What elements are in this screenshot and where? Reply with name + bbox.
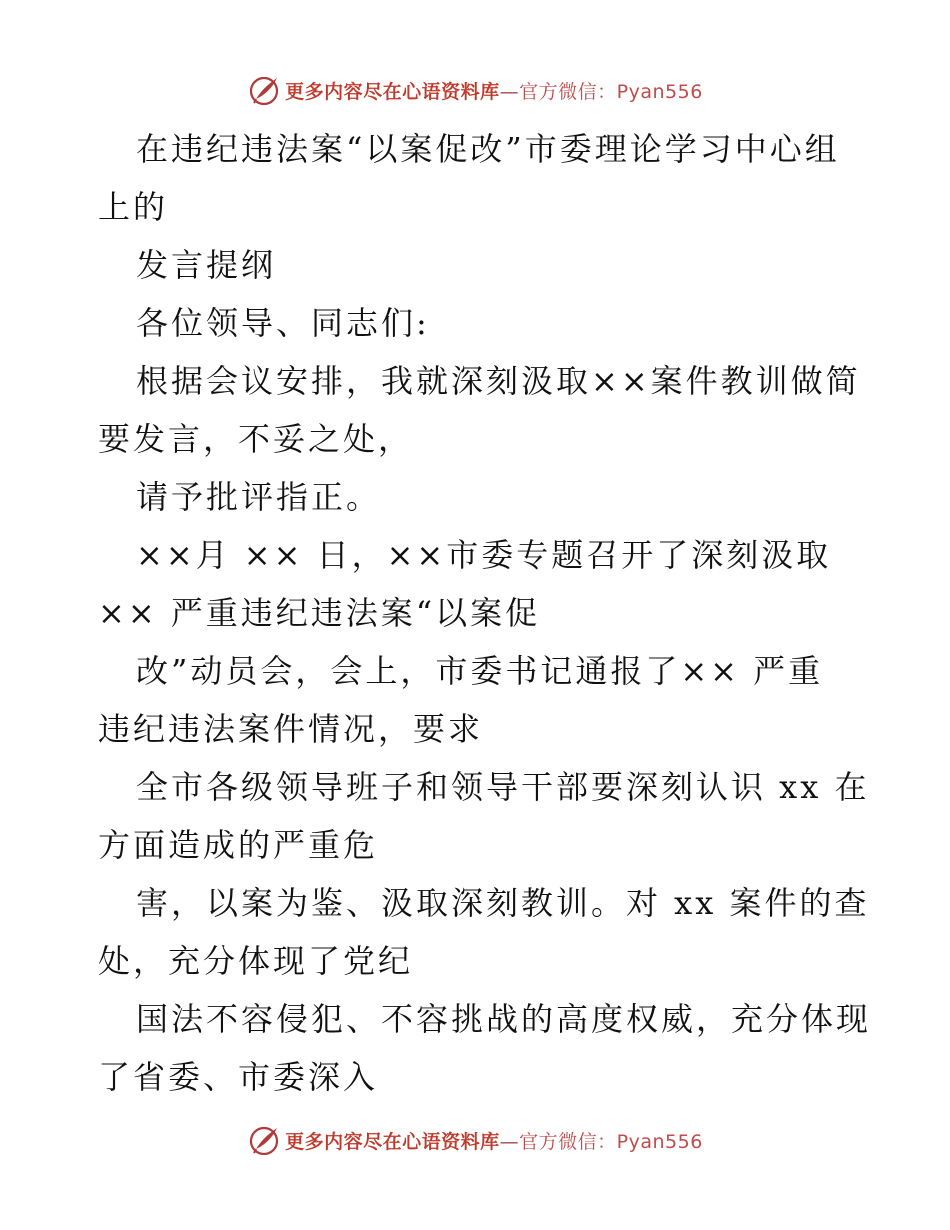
watermark-separator: — xyxy=(499,80,520,103)
watermark-separator: — xyxy=(499,1130,520,1153)
header-watermark xyxy=(0,70,950,110)
footer-watermark xyxy=(0,1120,950,1160)
document-line: 在违纪违法案“以案促改”市委理论学习中心组 xyxy=(136,130,840,168)
document-line: ××月 ×× 日，××市委专题召开了深刻汲取 xyxy=(136,536,832,574)
document-line: 了省委、市委深入 xyxy=(98,1058,379,1096)
document-line: 各位领导、同志们: xyxy=(136,304,430,342)
document-line: 发言提纲 xyxy=(136,246,277,284)
document-line: ×× 严重违纪违法案“以案促 xyxy=(98,594,541,632)
document-line: 处，充分体现了党纪 xyxy=(98,942,414,980)
document-line: 根据会议安排，我就深刻汲取××案件教训做简 xyxy=(136,362,861,400)
quill-pen-logo-icon xyxy=(247,73,281,107)
document-line: 上的 xyxy=(98,188,169,226)
watermark-brand: 更多内容尽在心语资料库 xyxy=(285,1130,500,1153)
watermark-text xyxy=(285,77,703,104)
document-body xyxy=(98,120,872,1106)
document-line: 方面造成的严重危 xyxy=(98,826,379,864)
document-line: 违纪违法案件情况，要求 xyxy=(98,710,484,748)
watermark-wechat: 官方微信：Pyan556 xyxy=(519,1130,703,1153)
document-line: 国法不容侵犯、不容挑战的高度权威，充分体现 xyxy=(136,1000,872,1038)
quill-pen-logo-icon xyxy=(247,1123,281,1157)
document-line: 请予批评指正。 xyxy=(136,478,382,516)
watermark-wechat: 官方微信：Pyan556 xyxy=(519,80,703,103)
document-line: 全市各级领导班子和领导干部要深刻认识 xx 在 xyxy=(136,768,870,806)
watermark-text xyxy=(285,1127,703,1154)
document-line: 改”动员会，会上，市委书记通报了×× 严重 xyxy=(136,652,824,690)
document-line: 害，以案为鉴、汲取深刻教训。对 xx 案件的查 xyxy=(136,884,870,922)
document-line: 要发言，不妥之处， xyxy=(98,420,414,458)
watermark-brand: 更多内容尽在心语资料库 xyxy=(285,80,500,103)
